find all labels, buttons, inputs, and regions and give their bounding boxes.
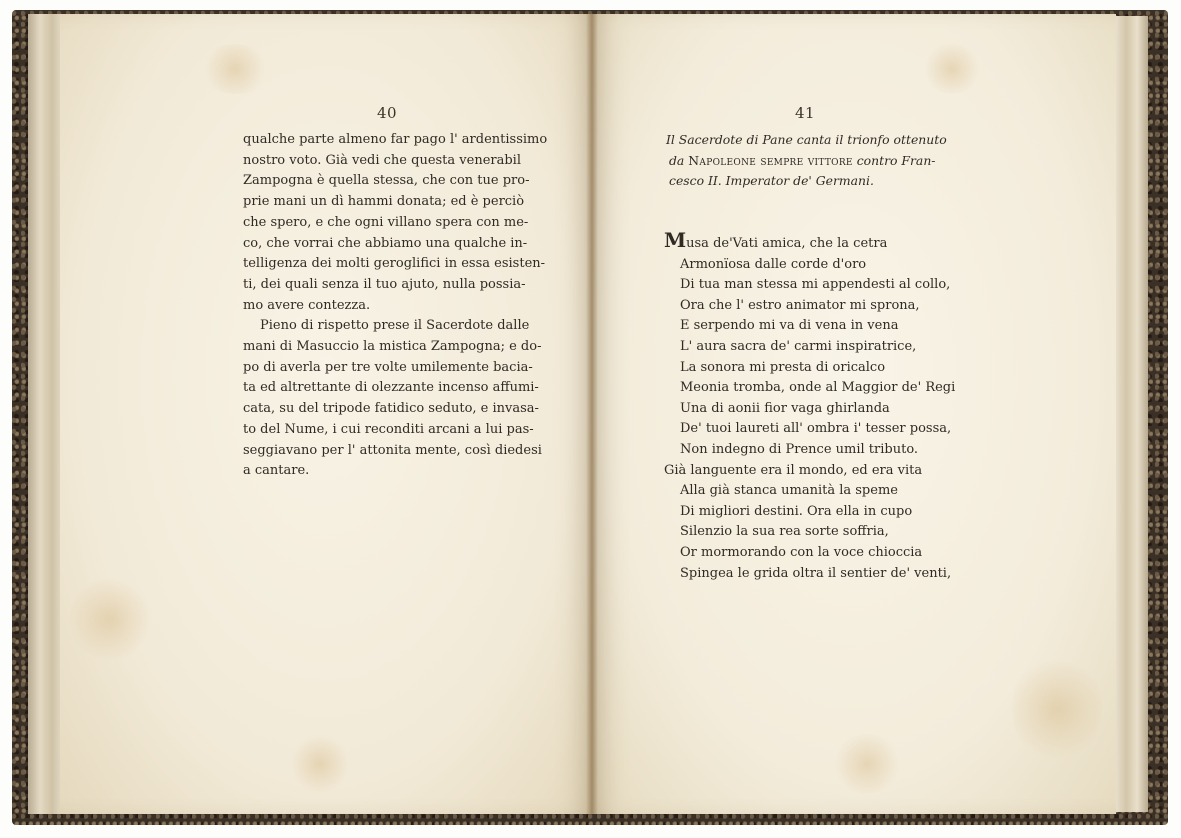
foxing-stain (200, 44, 270, 94)
text-line: mani di Masuccio la mistica Zampogna; e do- (243, 339, 542, 355)
foxing-stain (922, 44, 982, 94)
poem-line: Spingea le grida oltra il sentier de' venti, (680, 565, 952, 581)
poem-line: Armonïosa dalle corde d'oro (680, 256, 867, 272)
foxing-stain (290, 734, 350, 794)
poem-line: Or mormorando con la voce chioccia (680, 544, 923, 560)
page-number-left: 40 (377, 104, 398, 122)
text-line: seggiavano per l' attonita mente, così diedesi (243, 442, 542, 458)
poem-line: Alla già stanca umanità la speme (680, 483, 898, 499)
poem-line: De' tuoi laureti all' ombra i' tesser possa, (680, 421, 952, 437)
heading-line: cesco II. Imperator de' Germani. (669, 173, 874, 188)
poem-line: Ora che l' estro animator mi sprona, (680, 297, 920, 313)
left-page-text (243, 130, 548, 482)
text-line: che spero, e che ogni villano spera con me- (243, 214, 529, 230)
poem-line: Di migliori destini. Ora ella in cupo (680, 503, 913, 519)
text-line: po di averla per tre volte umilemente bacia- (243, 359, 533, 375)
poem-line: Di tua man stessa mi appendesti al collo, (680, 277, 951, 293)
text-line: Pieno di rispetto prese il Sacerdote dalle (260, 318, 530, 334)
poem-line: L' aura sacra de' carmi inspiratrice, (680, 338, 917, 354)
text-line: qualche parte almeno far pago l' ardentissimo (243, 132, 548, 147)
text-line: ta ed altrettante di olezzante incenso affumi- (243, 380, 539, 396)
poem-line: Una di aonii fior vaga ghirlanda (680, 400, 890, 416)
poem-line: Già languente era il mondo, ed era vita (664, 462, 923, 478)
poem (664, 230, 984, 584)
poem-line: La sonora mi presta di oricalco (680, 359, 886, 375)
poem-line: E serpendo mi va di vena in vena (680, 318, 899, 334)
poem-line (664, 230, 984, 255)
text-line: a cantare. (243, 463, 310, 479)
heading-text: contro Fran- (852, 152, 936, 168)
right-page-edges (1112, 16, 1148, 812)
text-line: co, che vorrai che abbiamo una qualche in- (243, 235, 528, 251)
text-line: prie mani un dì hammi donata; ed è perciò (243, 194, 525, 210)
text-line: Zampogna è quella stessa, che con tue pro- (243, 173, 530, 189)
foxing-stain (70, 574, 150, 664)
heading-text: da (669, 152, 689, 168)
text-line: nostro voto. Già vedi che questa venerabil (243, 152, 521, 168)
page-number-right: 41 (795, 104, 816, 122)
poem-line: Non indegno di Prence umil tributo. (680, 441, 919, 457)
heading-line: Il Sacerdote di Pane canta il trionfo ottenuto (666, 132, 947, 147)
text-line: ti, dei quali senza il tuo ajuto, nulla possia- (243, 276, 526, 292)
poem-line: Silenzio la sua rea sorte soffria, (680, 524, 889, 540)
text-line: cata, su del tripode fatidico seduto, e invasa- (243, 401, 539, 417)
section-heading (666, 130, 956, 192)
foxing-stain (1012, 654, 1102, 764)
poem-text: usa de'Vati amica, che la cetra (686, 236, 888, 251)
heading-small-caps: Napoleone sempre vittore (688, 152, 853, 168)
text-line: mo avere contezza. (243, 297, 371, 313)
drop-capital: M (664, 228, 687, 252)
poem-line: Meonia tromba, onde al Maggior de' Regi (680, 380, 956, 396)
heading-line (666, 151, 956, 172)
text-line: to del Nume, i cui reconditi arcani a lui pas- (243, 421, 534, 437)
text-line: telligenza dei molti geroglifici in essa esisten- (243, 256, 546, 272)
book-gutter (586, 14, 598, 814)
foxing-stain (832, 734, 902, 794)
